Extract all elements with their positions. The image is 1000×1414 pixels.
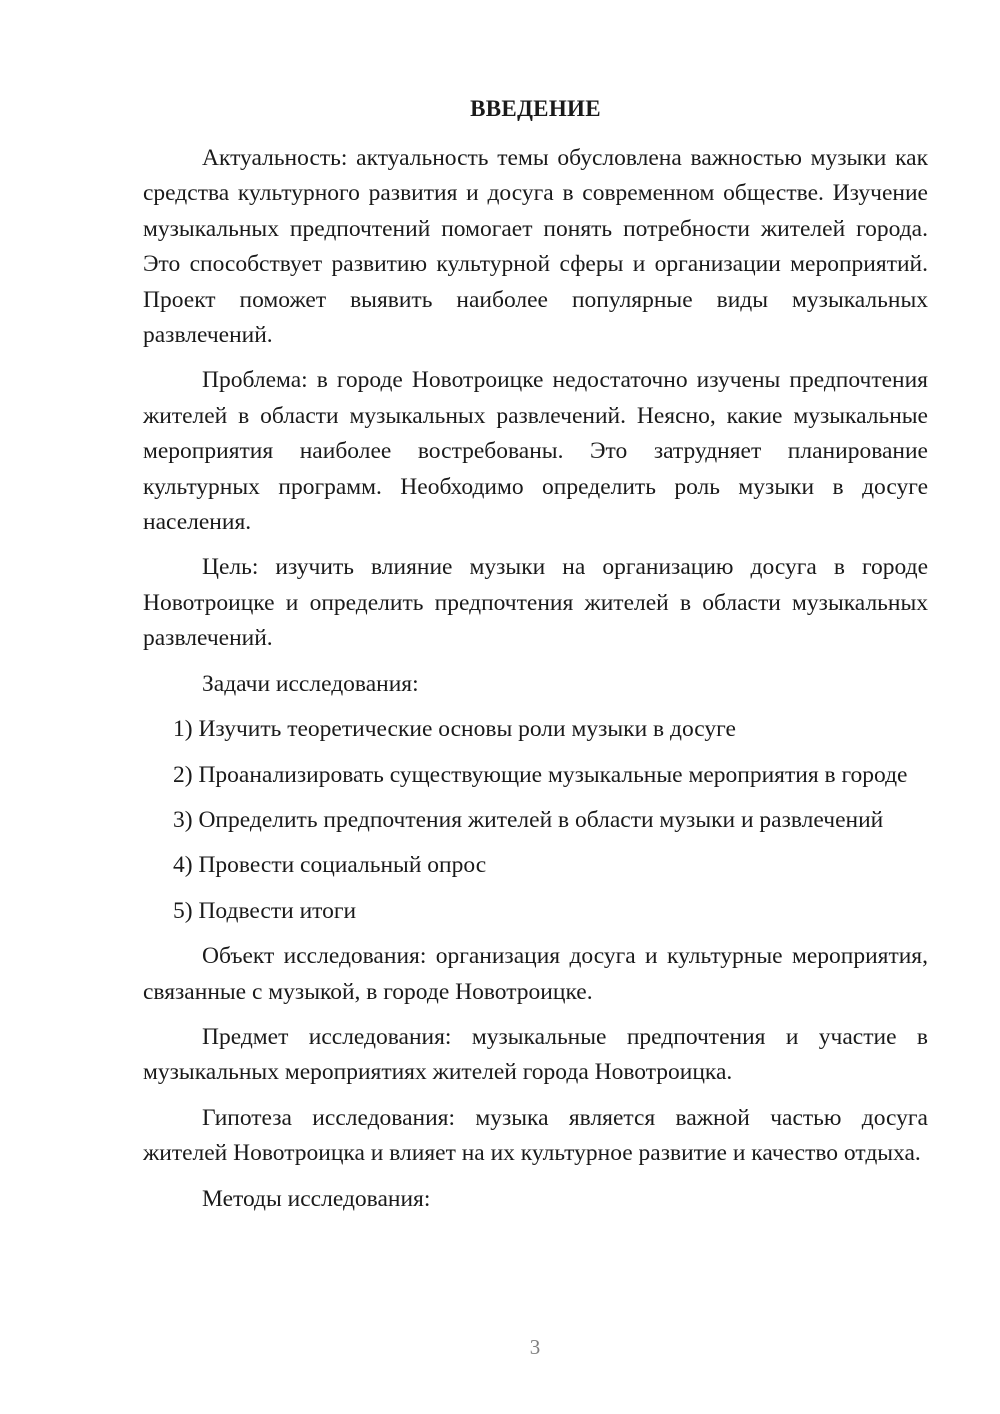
task-item: 2) Проанализировать существующие музыкальные мероприятия в городе [173,761,908,788]
document-body [143,141,928,1227]
task-item: 3) Определить предпочтения жителей в области музыки и развлечений [173,806,884,833]
paragraph-hypothesis: Гипотеза исследования: музыка является важной частью досуга жителей Новотроицка и влияет на их культурное развитие и качество отдыха. [143,1104,928,1167]
paragraph-subject: Предмет исследования: музыкальные предпочтения и участие в музыкальных мероприятиях жителей города Новотроицка. [143,1023,928,1086]
task-item: 1) Изучить теоретические основы роли музыки в досуге [173,716,736,743]
methods-heading: Методы исследования: [202,1185,431,1212]
task-item: 4) Провести социальный опрос [173,852,487,879]
paragraph-object: Объект исследования: организация досуга и культурные мероприятия, связанные с музыкой, в городе Новотроицке. [143,943,928,1005]
paragraph-problem: Проблема: в городе Новотроицке недостаточно изучены предпочтения жителей в области музыкальных развлечений. Неясно, какие музыкальные мероприятия наиболее востребованы. Это затрудняет планирование культурных программ. Необходимо определить роль музыки в досуге населения. [143,367,928,536]
tasks-heading: Задачи исследования: [202,670,419,697]
page-number: 3 [529,1335,541,1359]
task-item: 5) Подвести итоги [173,897,357,924]
paragraph-goal: Цель: изучить влияние музыки на организацию досуга в городе Новотроицке и определить предпочтения жителей в области музыкальных развлечений. [143,554,928,652]
paragraph-relevance: Актуальность: актуальность темы обусловлена важностью музыки как средства культурного развития и досуга в современном обществе. Изучение музыкальных предпочтений помогает понять потребности жителей города. Это способствует развитию культурной сферы и организации мероприятий. Проект поможет выявить наиболее популярные виды музыкальных развлечений. [143,145,928,349]
page-title: ВВЕДЕНИЕ [470,96,601,121]
